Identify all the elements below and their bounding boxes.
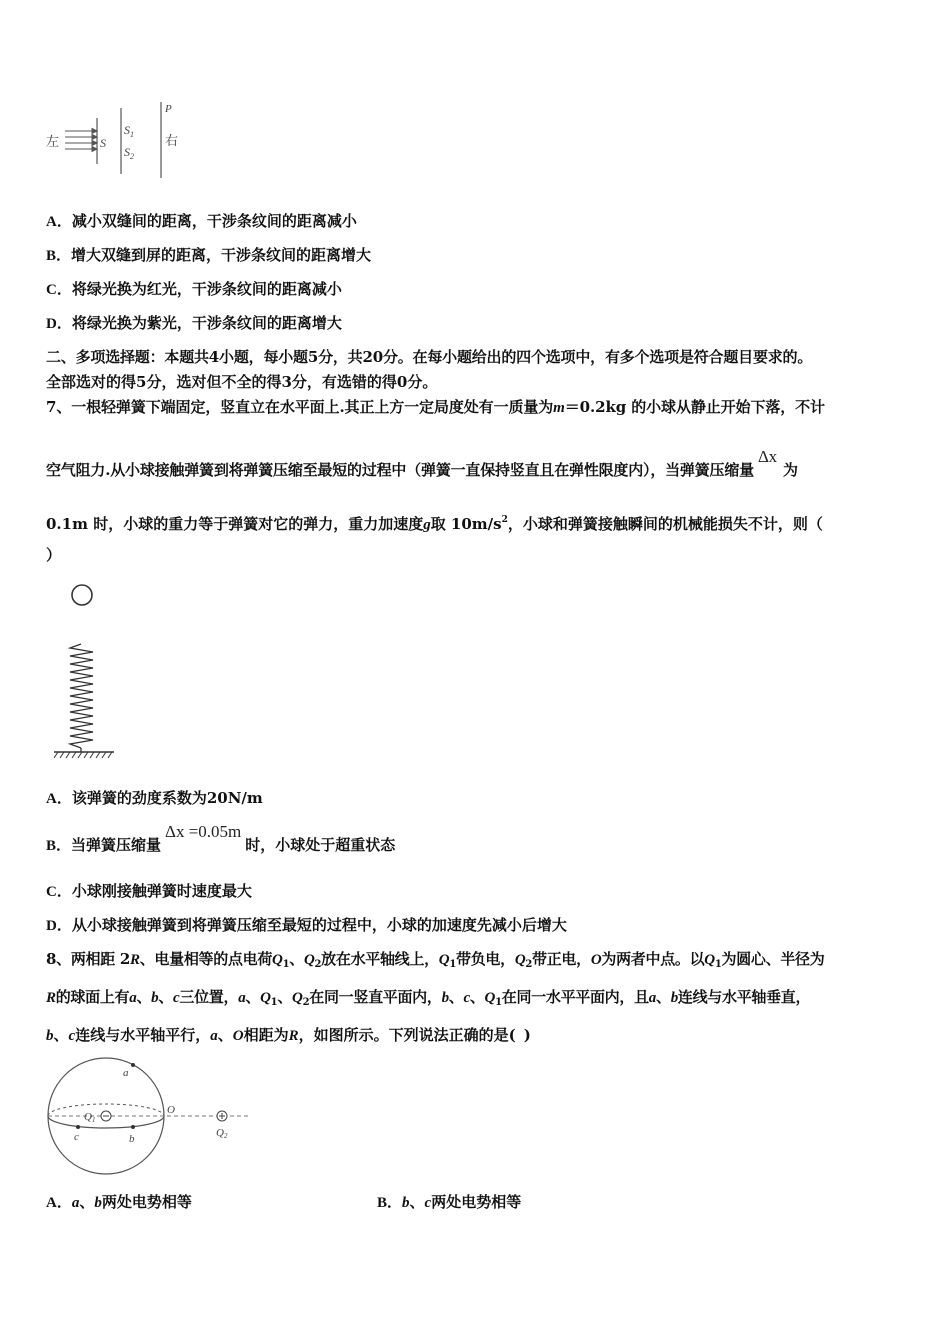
point-c-dot xyxy=(76,1125,80,1129)
spring-ball-figure xyxy=(50,580,120,766)
spring-coil xyxy=(70,644,93,748)
fig1-s2-label: $S_2$ xyxy=(124,145,134,161)
section2-header-line2: 全部选对的得5分，选对但不全的得3分，有选错的得0分。 xyxy=(46,373,438,391)
q6-option-b: B．增大双缝到屏的距离，干涉条纹间的距离增大 xyxy=(46,246,372,264)
q7-option-b: B．当弹簧压缩量Δx =0.05m时，小球处于超重状态 xyxy=(46,822,396,854)
fig1-right-label: 右 xyxy=(165,133,179,148)
q8-option-b: B．b、c两处电势相等 xyxy=(377,1193,522,1211)
point-o-label: O xyxy=(167,1104,175,1116)
ball-icon xyxy=(72,585,92,605)
q6-option-a: A．减小双缝间的距离，干涉条纹间的距离减小 xyxy=(46,212,357,230)
q7-option-d: D．从小球接触弹簧到将弹簧压缩至最短的过程中，小球的加速度先减小后增大 xyxy=(46,916,567,934)
q7-stem-line3: 0.1m 时，小球的重力等于弹簧对它的弹力，重力加速度g取 $10m/s^2$，小球和弹簧接触瞬间的机械能损失不计，则（ xyxy=(46,515,823,533)
fig1-s-label: S xyxy=(100,136,106,150)
q6-option-d: D．将绿光换为紫光，干涉条纹间的距离增大 xyxy=(46,314,342,332)
q8-stem-line3: b、c连线与水平轴平行，a、O相距为R，如图所示。下列说法正确的是( ) xyxy=(46,1026,531,1044)
double-slit-figure xyxy=(40,100,190,182)
q8-option-a: A．a、b两处电势相等 xyxy=(46,1193,192,1211)
q7-dx-formula: Δx xyxy=(757,447,777,466)
point-a-label: a xyxy=(123,1067,129,1079)
light-arrows xyxy=(65,129,97,152)
q7-stem-line2: 空气阻力.从小球接触弹簧到将弹簧压缩至最短的过程中（弹簧一直保持竖直且在弹性限度内），当弹簧压缩量Δx为 xyxy=(46,447,798,479)
point-b-label: b xyxy=(129,1133,135,1145)
q6-option-c: C．将绿光换为红光，干涉条纹间的距离减小 xyxy=(46,280,342,298)
q8-stem-line2: R的球面上有a、b、c三位置，a、$Q_1$、$Q_2$在同一竖直平面内，b、c、$Q_1$在同一水平平面内，且a、b连线与水平轴垂直， xyxy=(46,988,811,1008)
fig1-left-label: 左 xyxy=(46,134,60,149)
section2-header-line1: 二、多项选择题：本题共4小题，每小题5分，共20分。在每小题给出的四个选项中，有多个选项是符合题目要求的。 xyxy=(46,348,813,366)
q1-label: Q1 xyxy=(84,1111,96,1124)
q2-label: Q2 xyxy=(216,1127,228,1140)
fig1-s1-label: $S_1$ xyxy=(124,123,134,139)
q7-option-a: A．该弹簧的劲度系数为20N/m xyxy=(46,789,263,807)
point-b-dot xyxy=(131,1125,135,1129)
point-c-label: c xyxy=(74,1131,79,1143)
point-a-dot xyxy=(131,1063,135,1067)
q7-stem-line1: 7、一根轻弹簧下端固定，竖直立在水平面上.其正上方一定局度处有一质量为m＝0.2kg 的小球从静止开始下落，不计 xyxy=(46,398,825,416)
q8-stem-line1: 8、两相距 2R、电量相等的点电荷$Q_1$、$Q_2$放在水平轴线上，$Q_1$带负电，$Q_2$带正电，O为两者中点。以$Q_1$为圆心、半径为 xyxy=(46,950,825,970)
q7-option-c: C．小球刚接触弹簧时速度最大 xyxy=(46,882,252,900)
q7-stem-line4: ） xyxy=(46,546,62,564)
fig1-p-label: P xyxy=(165,103,172,115)
q7-b-formula: Δx =0.05m xyxy=(165,822,242,841)
ground-hatching xyxy=(54,752,112,758)
sphere-charges-figure xyxy=(44,1056,256,1180)
